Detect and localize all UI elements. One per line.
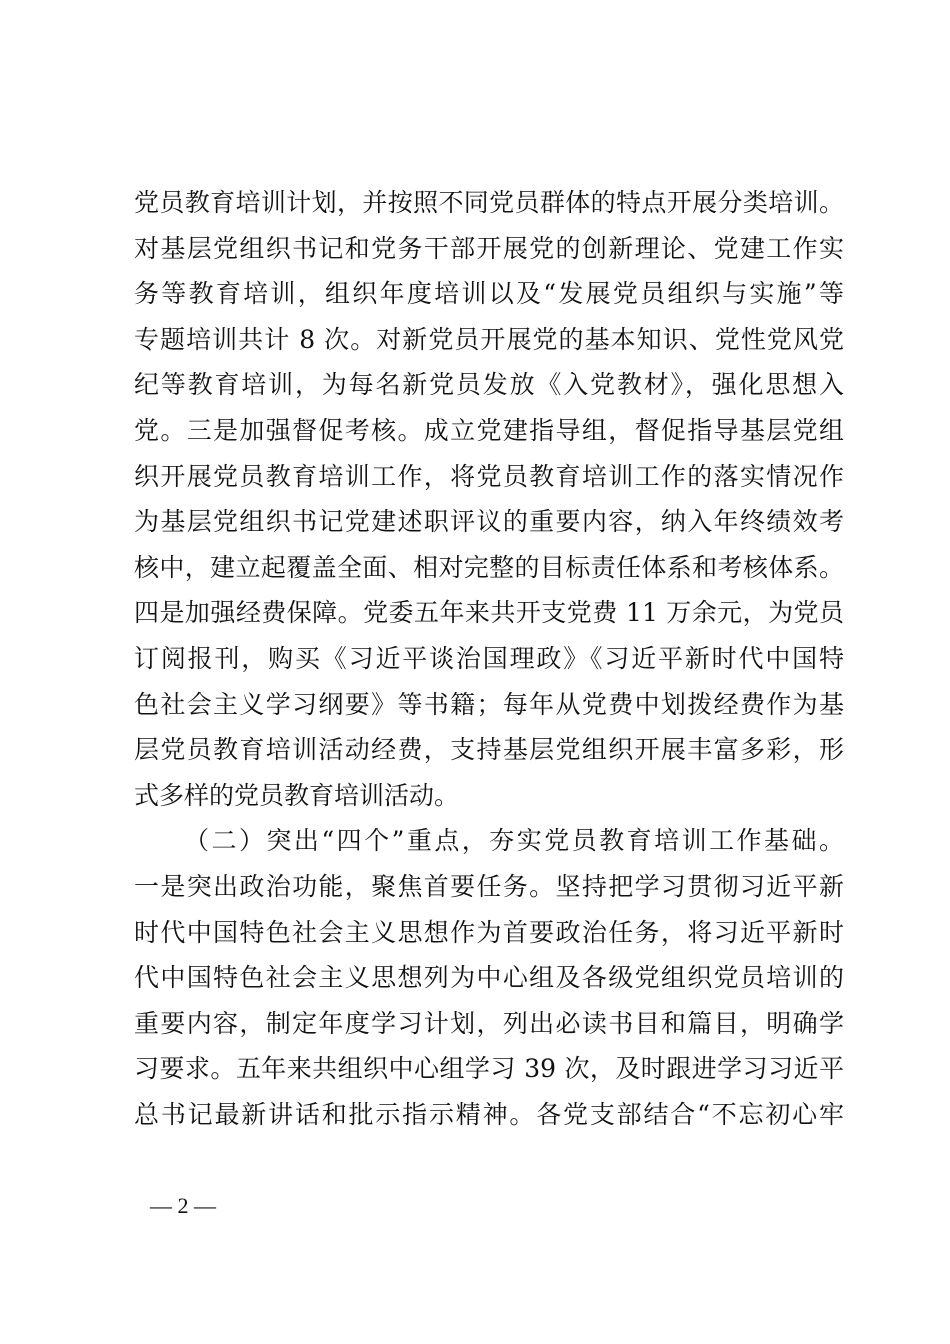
text-line: 总书记最新讲话和批示指示精神。各党支部结合“不忘初心牢 — [134, 1099, 844, 1129]
text-line: 为基层党组织书记党建述职评议的重要内容，纳入年终绩效考 — [134, 507, 844, 537]
text-line: 式多样的党员教育培训活动。 — [134, 780, 460, 810]
text-line: 色社会主义学习纲要》等书籍；每年从党费中划拨经费作为基 — [134, 689, 844, 719]
text-line: 订阅报刊，购买《习近平谈治国理政》《习近平新时代中国特 — [134, 643, 844, 673]
text-line: 对基层党组织书记和党务干部开展党的创新理论、党建工作实 — [134, 233, 844, 263]
body-text — [134, 180, 844, 1137]
text-line: 核中，建立起覆盖全面、相对完整的目标责任体系和考核体系。 — [134, 552, 844, 582]
text-line: 时代中国特色社会主义思想作为首要政治任务，将习近平新时 — [134, 917, 844, 947]
text-line: 党。三是加强督促考核。成立党建指导组，督促指导基层党组 — [134, 415, 844, 445]
text-line: 层党员教育培训活动经费，支持基层党组织开展丰富多彩，形 — [134, 735, 844, 765]
text-line: 务等教育培训，组织年度培训以及“发展党员组织与实施”等 — [134, 279, 844, 309]
text-line: 重要内容，制定年度学习计划，列出必读书目和篇目，明确学 — [134, 1008, 844, 1038]
text-line: 四是加强经费保障。党委五年来共开支党费 11 万余元，为党员 — [134, 598, 844, 628]
text-line: 习要求。五年来共组织中心组学习 39 次，及时跟进学习习近平 — [134, 1054, 844, 1084]
text-line: 代中国特色社会主义思想列为中心组及各级党组织党员培训的 — [134, 963, 844, 993]
section-heading: （二）突出“四个”重点，夯实党员教育培训工作基础。 — [184, 826, 844, 856]
text-line: 织开展党员教育培训工作，将党员教育培训工作的落实情况作 — [134, 461, 844, 491]
text-line: 纪等教育培训，为每名新党员发放《入党教材》，强化思想入 — [134, 370, 844, 400]
text-line: 党员教育培训计划，并按照不同党员群体的特点开展分类培训。 — [134, 188, 844, 217]
text-line: 专题培训共计 8 次。对新党员开展党的基本知识、党性党风党 — [134, 324, 844, 354]
text-line: 一是突出政治功能，聚焦首要任务。坚持把学习贯彻习近平新 — [134, 871, 844, 901]
page-number: — 2 — — [150, 1193, 216, 1218]
